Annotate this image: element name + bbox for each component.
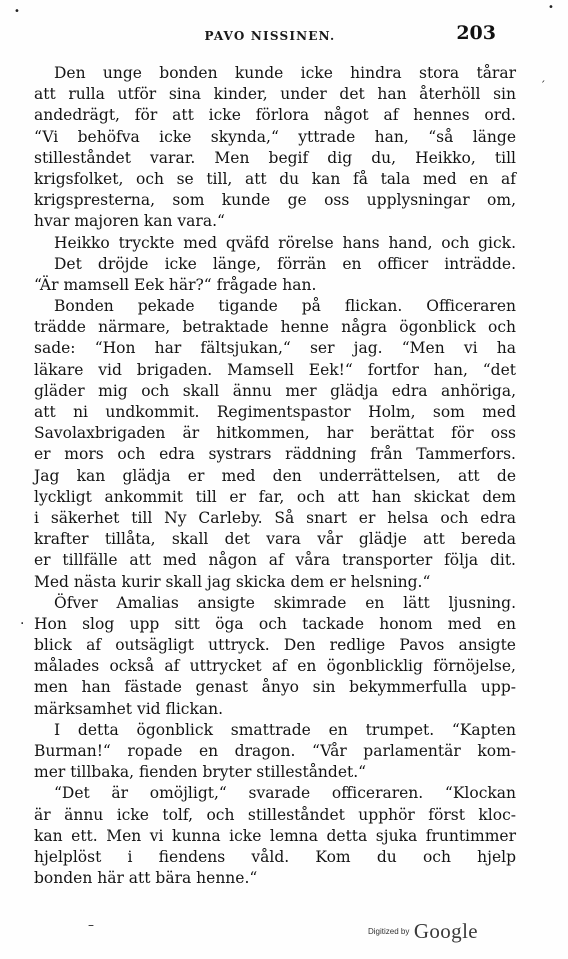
text-line: Savolaxbrigaden är hitkommen, har berättat för oss (34, 424, 516, 443)
text-line: hvar majoren kan vara.“ (34, 212, 225, 231)
paragraph (34, 720, 516, 784)
text-line: märksamhet vid flickan. (34, 699, 224, 718)
running-head: PAVO NISSINEN. (204, 29, 336, 43)
text-line: trädde närmare, betraktade henne några ögonblick och (34, 318, 516, 337)
text-line: kan ett. Men vi kunna icke lemna detta sjuka fruntimmer (34, 826, 516, 845)
text-line: krafter tillåta, skall det vara vår glädje att bereda (34, 530, 516, 549)
text-line: er mors och edra systrars räddning från Tammerfors. (34, 445, 516, 464)
text-line: “Vi behöfva icke skynda,“ yttrade han, “så länge (34, 127, 516, 146)
google-logo: Google (413, 919, 479, 943)
scan-speck: • (548, 2, 554, 13)
text-line: Bonden pekade tigande på flickan. Officeraren (54, 297, 516, 316)
text-line: hjelplöst i fiendens våld. Kom du och hjelp (34, 847, 516, 866)
text-line: “Det är omöjligt,“ svarade officeraren. “Klockan (54, 784, 516, 803)
text-line: krigspresterna, som kunde ge oss upplysningar om, (34, 191, 516, 210)
text-line: mer tillbaka, fienden bryter stilleståndet.“ (34, 763, 367, 782)
text-line: Hon slog upp sitt öga och tackade honom med en (34, 614, 516, 633)
text-line: lyckligt ankommit till er far, och att han skickat dem (34, 487, 516, 506)
text-line: men han fästade genast ånyo sin bekymmerfulla upp- (34, 678, 516, 697)
text-line: krigsfolket, och se till, att du kan få tala med en af (34, 169, 516, 188)
text-line: att rulla utför sina kinder, under det han återhöll sin (34, 85, 516, 104)
text-line: “Är mamsell Eek här?“ frågade han. (34, 275, 317, 294)
text-line: Jag kan glädja er med den underrättelsen, att de (34, 466, 516, 485)
text-line: gläder mig och skall ännu mer glädja edra anhöriga, (34, 381, 516, 400)
text-line: stilleståndet varar. Men begif dig du, Heikko, till (34, 148, 516, 167)
text-line: sade: “Hon har fältsjukan,“ ser jag. “Men vi ha (34, 339, 516, 358)
text-line: Heikko tryckte med qväfd rörelse hans hand, och gick. (54, 233, 516, 252)
text-line: I detta ögonblick smattrade en trumpet. “Kapten (54, 720, 516, 739)
text-line: Det dröjde icke länge, förrän en officer inträdde. (54, 254, 516, 273)
text-line: är ännu icke tolf, och stilleståndet upphör först kloc- (34, 805, 516, 824)
paragraph (34, 233, 516, 254)
text-line: Öfver Amalias ansigte skimrade en lätt ljusning. (54, 593, 516, 612)
digitized-by-google-watermark (368, 919, 478, 944)
scan-speck: . (20, 612, 25, 628)
scan-speck: – (88, 918, 94, 932)
scan-speck: ˊ (540, 79, 546, 92)
text-line: Den unge bonden kunde icke hindra stora tårar (54, 64, 516, 82)
text-line: läkare vid brigaden. Mamsell Eek!“ fortfor han, “det (34, 360, 516, 379)
text-line: att ni undkommit. Regimentspastor Holm, som med (34, 403, 516, 421)
text-line: Med nästa kurir skall jag skicka dem er helsning.“ (34, 572, 431, 591)
page-number: 203 (456, 22, 496, 44)
text-line: målades också af uttrycket af en ögonblicklig förnöjelse, (34, 657, 516, 676)
digitized-by-label: Digitized by (368, 927, 410, 936)
paragraph (34, 296, 516, 593)
page-header (24, 22, 496, 48)
paragraph (34, 254, 516, 296)
body-text (34, 63, 516, 889)
text-line: bonden här att bära henne.“ (34, 869, 258, 888)
paragraph (34, 63, 516, 233)
text-line: er tillfälle att med någon af våra transporter följa dit. (34, 551, 516, 570)
text-line: blick af outsägligt uttryck. Den redlige Pavos ansigte (34, 636, 516, 655)
paragraph (34, 593, 516, 720)
paragraph (34, 783, 516, 889)
text-line: andedrägt, för att icke förlora något af hennes ord. (34, 106, 516, 125)
text-line: i säkerhet till Ny Carleby. Så snart er helsa och edra (34, 508, 516, 527)
text-line: Burman!“ ropade en dragon. “Vår parlamentär kom- (34, 742, 516, 760)
scan-speck: • (14, 6, 20, 17)
